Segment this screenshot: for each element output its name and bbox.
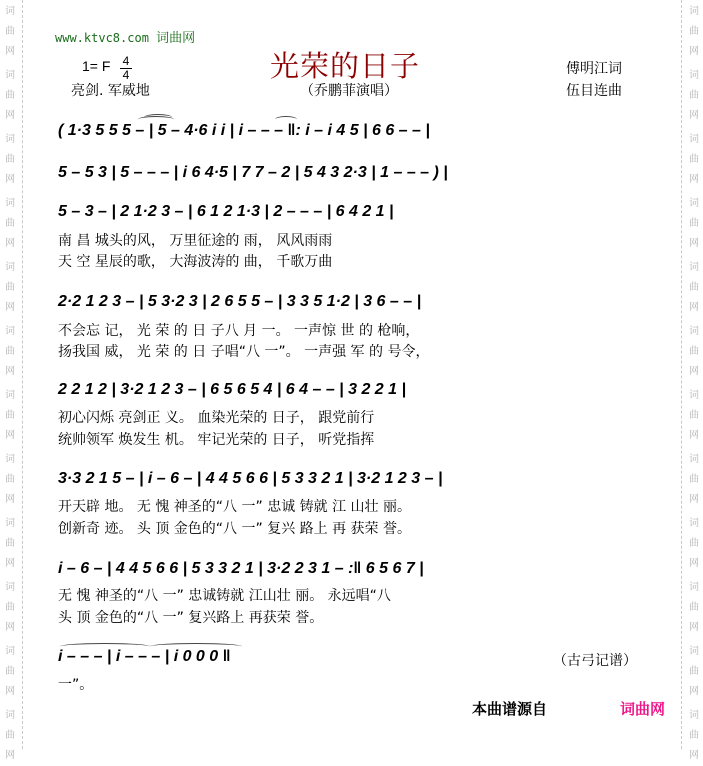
score-row-7-lyrics-2: 头 顶 金色的“八 一” 复兴路上 再获荣 誉。 xyxy=(58,610,324,626)
singer: （乔鹏菲演唱） xyxy=(300,83,398,99)
watermark-glyph: 网 xyxy=(689,494,699,505)
watermark-glyph: 网 xyxy=(5,494,15,505)
watermark-glyph: 网 xyxy=(689,302,699,313)
watermark-glyph: 网 xyxy=(689,430,699,441)
composer: 伍目连曲 xyxy=(566,83,622,99)
watermark-glyph: 网 xyxy=(689,558,699,569)
watermark-glyph: 网 xyxy=(5,430,15,441)
watermark-glyph: 曲 xyxy=(689,26,699,37)
score-row-1-notes: ( 1·3 5 5 5 – | 5 – 4·6 i i | i – – – ‖: i – i 4 5 | 6 6 – – | xyxy=(58,122,430,139)
watermark-glyph: 词 xyxy=(5,134,15,145)
watermark-glyph: 词 xyxy=(689,646,699,657)
watermark-glyph: 词 xyxy=(689,326,699,337)
watermark-glyph: 网 xyxy=(5,686,15,697)
watermark-glyph: 网 xyxy=(5,110,15,121)
watermark-glyph: 曲 xyxy=(5,282,15,293)
score-row-3-lyrics-1: 南 昌 城头的风， 万里征途的 雨， 风风雨雨 xyxy=(58,233,333,249)
watermark-glyph: 曲 xyxy=(5,346,15,357)
watermark-glyph: 曲 xyxy=(689,666,699,677)
score-row-3-notes: 5 – 3 – | 2 1·2 3 – | 6 1 2 1·3 | 2 – – – | 6 4 2 1 | xyxy=(58,203,394,220)
watermark-glyph: 曲 xyxy=(5,218,15,229)
watermark-glyph: 词 xyxy=(689,262,699,273)
score-row-4-lyrics-2: 扬我国 威， 光 荣 的 日 子唱“八 一”。 一声强 军 的 号令， xyxy=(58,344,430,360)
watermark-glyph: 词 xyxy=(5,646,15,657)
watermark-glyph: 网 xyxy=(5,302,15,313)
left-watermark-column xyxy=(0,0,23,761)
watermark-glyph: 网 xyxy=(689,238,699,249)
watermark-glyph: 曲 xyxy=(689,282,699,293)
watermark-glyph: 网 xyxy=(5,174,15,185)
watermark-glyph: 曲 xyxy=(689,730,699,741)
song-title: 光荣的日子 xyxy=(270,49,421,83)
watermark-glyph: 网 xyxy=(5,622,15,633)
watermark-glyph: 网 xyxy=(689,750,699,761)
watermark-glyph: 词 xyxy=(5,582,15,593)
watermark-glyph: 曲 xyxy=(689,602,699,613)
watermark-glyph: 词 xyxy=(5,6,15,17)
watermark-glyph: 网 xyxy=(689,174,699,185)
watermark-glyph: 曲 xyxy=(689,346,699,357)
watermark-glyph: 曲 xyxy=(5,90,15,101)
site-name: 词曲网 xyxy=(156,31,196,46)
watermark-glyph: 网 xyxy=(5,238,15,249)
watermark-glyph: 网 xyxy=(5,366,15,377)
watermark-glyph: 曲 xyxy=(5,538,15,549)
source-label: 本曲谱源自 xyxy=(472,700,548,718)
slur-arc xyxy=(60,643,150,650)
watermark-glyph: 词 xyxy=(5,70,15,81)
watermark-glyph: 词 xyxy=(5,518,15,529)
watermark-glyph: 词 xyxy=(689,70,699,81)
watermark-glyph: 曲 xyxy=(5,602,15,613)
watermark-glyph: 曲 xyxy=(689,538,699,549)
watermark-glyph: 曲 xyxy=(5,474,15,485)
score-row-6-notes: 3·3 2 1 5 – | i – 6 – | 4 4 5 6 6 | 5 3 3 2 1 | 3·2 1 2 3 – | xyxy=(58,470,443,487)
score-row-4-lyrics-1: 不会忘 记， 光 荣 的 日 子八 月 一。 一声惊 世 的 枪响， xyxy=(58,323,420,339)
score-row-3-lyrics-2: 天 空 星辰的歌， 大海波涛的 曲， 千歌万曲 xyxy=(58,254,333,270)
watermark-glyph: 曲 xyxy=(5,666,15,677)
site-url[interactable] xyxy=(55,27,195,46)
lyricist: 傅明江词 xyxy=(566,61,622,77)
watermark-glyph: 词 xyxy=(5,454,15,465)
score-row-2-notes: 5 – 5 3 | 5 – – – | i 6 4·5 | 7 7 – 2 | 5 4 3 2·3 | 1 – – – ) | xyxy=(58,164,448,181)
watermark-glyph: 网 xyxy=(5,750,15,761)
watermark-glyph: 网 xyxy=(689,366,699,377)
watermark-glyph: 曲 xyxy=(689,474,699,485)
time-bottom: 4 xyxy=(122,68,130,82)
brand-link[interactable]: 词曲网 xyxy=(620,700,666,718)
score-row-6-lyrics-1: 开天辟 地。 无 愧 神圣的“八 一” 忠诚 铸就 江 山壮 丽。 xyxy=(58,499,412,515)
watermark-glyph: 曲 xyxy=(5,730,15,741)
watermark-glyph: 网 xyxy=(5,558,15,569)
score-row-6-lyrics-2: 创新奇 迹。 头 顶 金色的“八 一” 复兴 路上 再 获荣 誉。 xyxy=(58,521,412,537)
watermark-glyph: 词 xyxy=(689,6,699,17)
site-url-text: www.ktvc8.com xyxy=(55,31,149,45)
watermark-glyph: 曲 xyxy=(689,90,699,101)
watermark-glyph: 网 xyxy=(689,686,699,697)
watermark-glyph: 曲 xyxy=(5,26,15,37)
time-signature xyxy=(120,56,132,81)
score-row-8-notes: i – – – | i – – – | i 0 0 0 ‖ xyxy=(58,648,231,665)
slur-arc xyxy=(275,116,297,123)
watermark-glyph: 词 xyxy=(5,326,15,337)
watermark-glyph: 曲 xyxy=(5,154,15,165)
score-row-5-lyrics-1: 初心闪烁 亮剑正 义。 血染光荣的 日子， 跟党前行 xyxy=(58,410,375,426)
watermark-glyph: 词 xyxy=(5,710,15,721)
watermark-glyph: 词 xyxy=(689,134,699,145)
watermark-glyph: 词 xyxy=(689,198,699,209)
watermark-glyph: 词 xyxy=(5,198,15,209)
watermark-glyph: 词 xyxy=(689,582,699,593)
watermark-glyph: 曲 xyxy=(5,410,15,421)
watermark-glyph: 词 xyxy=(689,710,699,721)
key-signature: 1= F xyxy=(82,58,111,74)
score-row-5-notes: 2 2 1 2 | 3·2 1 2 3 – | 6 5 6 5 4 | 6 4 – – | 3 2 2 1 | xyxy=(58,381,406,398)
watermark-glyph: 网 xyxy=(689,622,699,633)
slur-arc xyxy=(150,643,242,650)
score-row-5-lyrics-2: 统帅领军 焕发生 机。 牢记光荣的 日子， 听党指挥 xyxy=(58,432,375,448)
score-row-7-notes: i – 6 – | 4 4 5 6 6 | 5 3 3 2 1 | 3·2 2 3 1 – :‖ 6 5 6 7 | xyxy=(58,560,424,577)
watermark-glyph: 网 xyxy=(5,46,15,57)
watermark-glyph: 曲 xyxy=(689,218,699,229)
watermark-glyph: 词 xyxy=(689,454,699,465)
watermark-glyph: 网 xyxy=(689,46,699,57)
watermark-glyph: 网 xyxy=(689,110,699,121)
notator: （古弓记谱） xyxy=(553,653,637,669)
time-top: 4 xyxy=(122,54,130,68)
score-row-4-notes: 2·2 1 2 3 – | 5 3·2 3 | 2 6 5 5 – | 3 3 5 1·2 | 3 6 – – | xyxy=(58,293,422,310)
watermark-glyph: 词 xyxy=(5,262,15,273)
watermark-glyph: 曲 xyxy=(689,154,699,165)
watermark-glyph: 曲 xyxy=(689,410,699,421)
watermark-glyph: 词 xyxy=(689,518,699,529)
score-row-8-lyrics-1: 一”。 xyxy=(58,677,94,693)
score-row-7-lyrics-1: 无 愧 神圣的“八 一” 忠诚铸就 江山壮 丽。 永远唱“八 xyxy=(58,588,391,604)
slur-arc xyxy=(144,114,172,121)
watermark-glyph: 词 xyxy=(5,390,15,401)
tempo-style: 亮剑. 军威地 xyxy=(71,83,150,99)
watermark-glyph: 词 xyxy=(689,390,699,401)
right-watermark-column xyxy=(681,0,703,761)
